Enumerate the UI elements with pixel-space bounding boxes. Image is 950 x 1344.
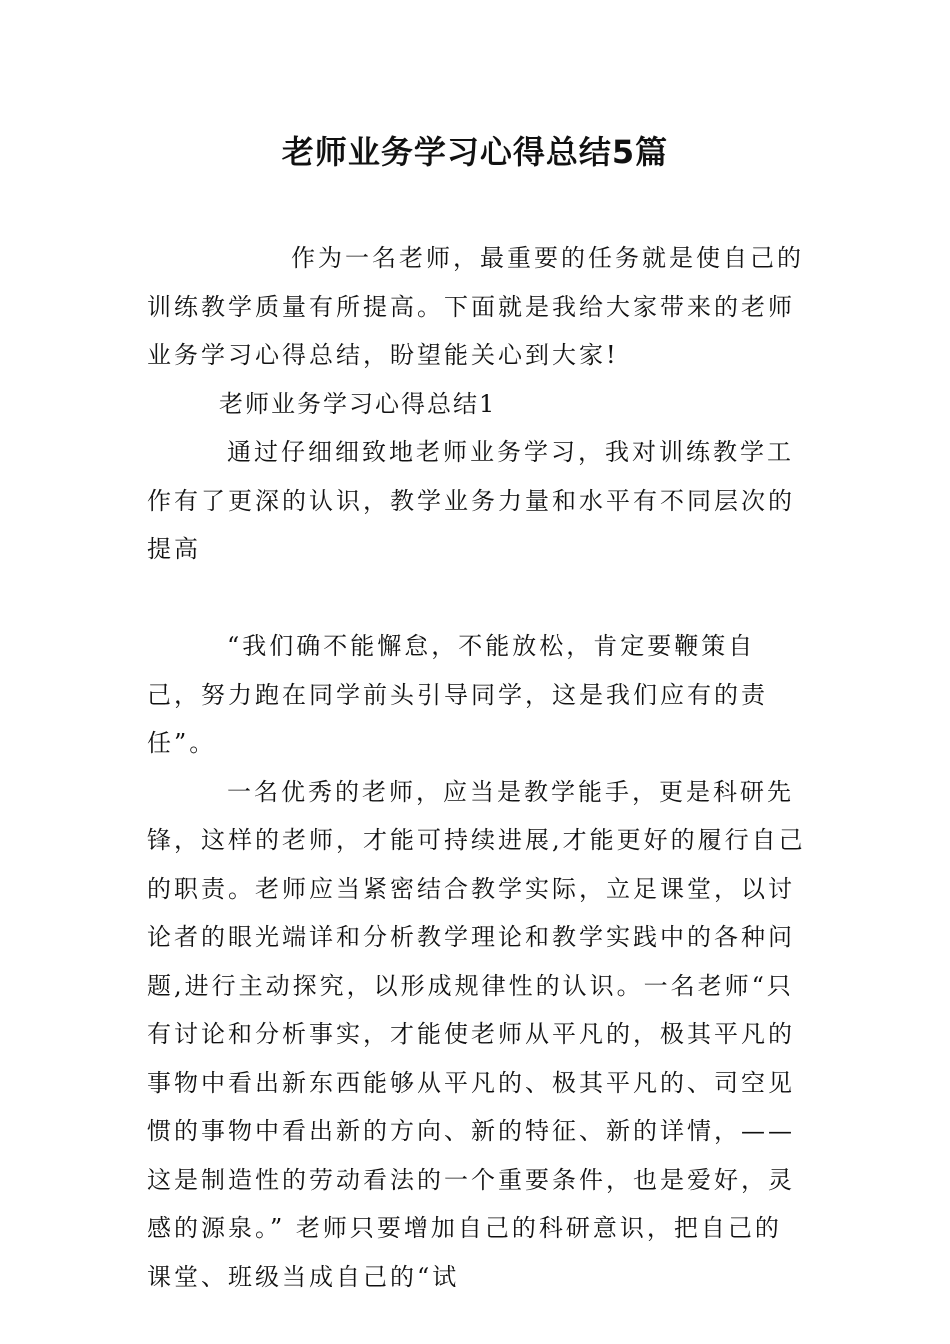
section-heading: 老师业务学习心得总结1: [219, 389, 497, 418]
paragraph-gap: [147, 574, 807, 623]
document-title: 老师业务学习心得总结5篇: [281, 133, 669, 171]
body-paragraph-2: 一名优秀的老师，应当是教学能手，更是科研先锋，这样的老师，才能可持续进展,才能更好的履行自己的职责。老师应当紧密结合教学实际，立足课堂，以讨论者的眼光端详和分析教学理论和教学实践中的各种问题,进行主动探究，以形成规律性的认识。一名老师“只有讨论和分析事实，才能使老师从平凡的，极其平凡的事物中看出新东西能够从平凡的、极其平凡的、司空见惯的事物中看出新的方向、新的特征、新的详情，——这是制造性的劳动看法的一个重要条件，也是爱好，灵感的源泉。” 老师只要增加自己的科研意识，把自己的课堂、班级当成自己的“试: [147, 777, 806, 1291]
document-body: [147, 234, 807, 1301]
body-paragraph-1: 通过仔细细致地老师业务学习，我对训练教学工作有了更深的认识，教学业务力量和水平有不同层次的提高: [147, 438, 795, 563]
intro-paragraph: 作为一名老师，最重要的任务就是使自己的训练教学质量有所提高。下面就是我给大家带来的老师业务学习心得总结，盼望能关心到大家!: [147, 244, 804, 369]
quote-paragraph: “我们确不能懈怠，不能放松，肯定要鞭策自己，努力跑在同学前头引导同学，这是我们应有的责任”。: [147, 632, 768, 757]
